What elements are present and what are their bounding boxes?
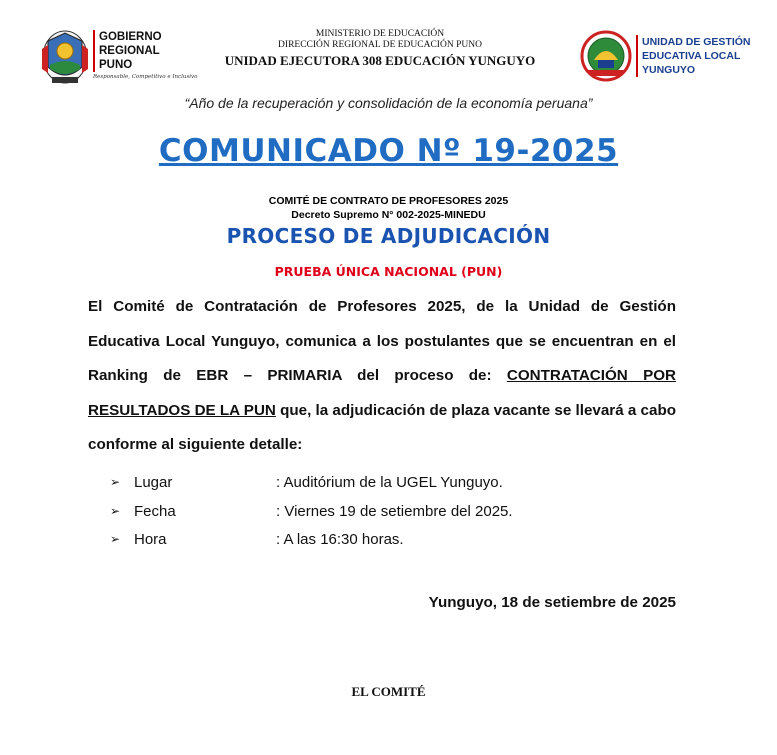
detail-label: Lugar bbox=[134, 474, 173, 491]
arrow-bullet-icon: ➢ bbox=[110, 475, 121, 489]
ministerio-line: MINISTERIO DE EDUCACIÓN bbox=[315, 29, 445, 39]
detail-value: : A las 16:30 horas. bbox=[276, 531, 404, 548]
date-line: Yunguyo, 18 de setiembre de 2025 bbox=[428, 594, 676, 611]
process-heading: PROCESO DE ADJUDICACIÓN bbox=[226, 224, 551, 248]
communique-body bbox=[88, 290, 676, 463]
detail-label: Hora bbox=[134, 531, 167, 548]
arrow-bullet-icon: ➢ bbox=[110, 532, 121, 546]
unidad-ejecutora-line: UNIDAD EJECUTORA 308 EDUCACIÓN YUNGUYO bbox=[224, 53, 536, 68]
decree-subtitle: Decreto Supremo N° 002-2025-MINEDU bbox=[291, 209, 486, 221]
gobierno-line-2: REGIONAL bbox=[99, 45, 160, 57]
committee-subtitle: COMITÉ DE CONTRATO DE PROFESORES 2025 bbox=[268, 195, 509, 207]
gobierno-regional-puno-logo bbox=[38, 27, 92, 87]
body-underlined: CONTRATACIÓN POR RESULTADOS DE LA PUN bbox=[88, 367, 676, 419]
ugel-line-3: YUNGUYO bbox=[642, 64, 696, 76]
ugel-line-2: EDUCATIVA LOCAL bbox=[642, 50, 741, 62]
gobierno-slogan: Responsable, Competitivo e Inclusivo bbox=[93, 74, 198, 80]
year-motto: “Año de la recuperación y consolidación de la economía peruana” bbox=[184, 95, 593, 111]
detail-label: Fecha bbox=[134, 502, 176, 520]
pun-heading: PRUEBA ÚNICA NACIONAL (PUN) bbox=[274, 264, 503, 279]
direccion-line: DIRECCIÓN REGIONAL DE EDUCACIÓN PUNO bbox=[278, 40, 482, 50]
arrow-bullet-icon: ➢ bbox=[110, 503, 121, 518]
body-part-1: El Comité de Contratación de Profesores 2025, de la Unidad de Gestión Educativa Local Yunguyo, comunica a los postulantes que se encuentran en el Ranking de EBR – PRIMARIA del proceso de: bbox=[88, 298, 676, 384]
ugel-line-1: UNIDAD DE GESTIÓN bbox=[642, 36, 751, 48]
gobierno-regional-name bbox=[93, 30, 162, 72]
communique-title: COMUNICADO Nº 19-2025 bbox=[158, 133, 619, 169]
gobierno-line-1: GOBIERNO bbox=[99, 31, 162, 43]
institution-heading bbox=[190, 29, 570, 69]
signature: EL COMITÉ bbox=[351, 684, 426, 699]
body-part-2: que, la adjudicación de plaza vacante se llevará a cabo conforme al siguiente detalle: bbox=[88, 401, 677, 453]
detail-value: : Auditórium de la UGEL Yunguyo. bbox=[276, 474, 503, 491]
detail-value: : Viernes 19 de setiembre del 2025. bbox=[276, 502, 513, 520]
ugel-yunguyo-logo bbox=[580, 30, 632, 82]
document-header bbox=[0, 0, 777, 100]
gobierno-line-3: PUNO bbox=[99, 59, 133, 71]
ugel-name bbox=[636, 35, 751, 77]
